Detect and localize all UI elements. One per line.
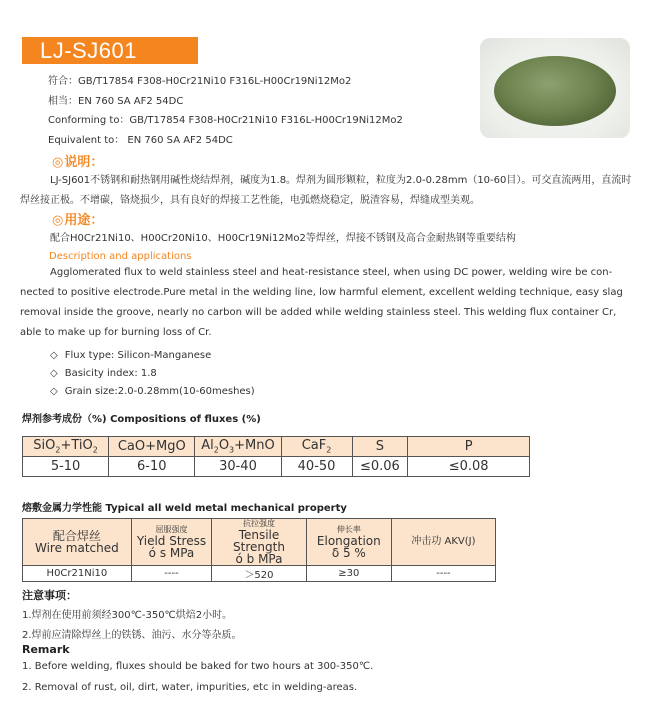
composition-title: 焊剂参考成份（%) Compositions of fluxes (%) [22,414,261,425]
value-p: ≤0.08 [408,457,530,477]
notes-en-heading: Remark [22,643,70,656]
col-caf2: CaF$_2$ [281,437,352,457]
notes-cn-heading: 注意事项： [22,589,77,602]
note-en-1: 1. Before welding, fluxes should be baked for two hours at 300-350℃. [22,661,374,672]
flux-powder-photo [480,38,630,138]
mechanical-table [22,518,496,582]
standard-line-cn-conform: 符合：GB/T17854 F308-H0Cr21Ni10 F316L-H00Cr19Ni12Mo2 [48,76,352,87]
cell-impact: ---- [391,566,495,582]
bullet-flux-type: ◇ Flux type: Silicon-Manganese [50,350,212,361]
bullet-basicity: ◇ Basicity index: 1.8 [50,368,157,379]
value-al2o3-mno: 30-40 [195,457,281,477]
value-s: ≤0.06 [352,457,408,477]
col-al2o3-mno: $Al_2O_3+MnO$ [195,437,281,457]
value-cao-mgo: 6-10 [109,457,195,477]
col-s: S [352,437,408,457]
note-cn-1: 1.焊剂在使用前须经300℃-350℃烘焙2小时。 [22,610,233,621]
diamond-bullet-icon: ◇ [50,368,58,379]
standard-line-en-equivalent: Equivalent to： EN 760 SA AF2 54DC [48,135,233,146]
description-en-heading: Description and applications [49,251,192,262]
col-cao-mgo: CaO+MgO [109,437,195,457]
value-sio2-tio2: 5-10 [23,457,109,477]
cell-yield: ---- [131,566,211,582]
col-impact-energy: 冲击功 AKV(J) [391,519,495,566]
col-yield-stress: 屈服强度 Yield Stress ó s MPa [131,519,211,566]
application-cn-text: 配合H0Cr21Ni10、H00Cr20Ni10、H00Cr19Ni12Mo2等焊丝，焊接不锈钢及高合金耐热钢等重要结构 [50,233,516,244]
description-cn-text: LJ-SJ601不锈钢和耐热钢用碱性烧结焊剂，碱度为1.8。焊剂为圆形颗粒，粒度为2.0-0.28mm（10-60目）。可交直流两用，直流时焊丝接正极。不增碳，铬烧损少，具有良好的焊接工艺性能，电弧燃烧稳定，脱渣容易，焊缝成型美观。 [20,175,632,206]
cell-wire: H0Cr21Ni10 [23,566,132,582]
standard-line-cn-equivalent: 相当：EN 760 SA AF2 54DC [48,96,184,107]
col-elongation: 伸长率 Elongation δ 5 % [306,519,391,566]
cell-elongation: ≥30 [306,566,391,582]
note-en-2: 2. Removal of rust, oil, dirt, water, impurities, etc in welding-areas. [22,682,358,693]
standard-line-en-conform: Conforming to：GB/T17854 F308-H0Cr21Ni10 F316L-H00Cr19Ni12Mo2 [48,115,403,126]
description-cn-heading: ◎说明： [52,155,104,170]
description-en-text: Agglomerated flux to weld stainless steel and heat-resistance steel, when using DC power, welding wire be con-nected to positive electrode.Pure metal in the welding line, low harmful element, excellent welding technique, easy slag removal inside the groove, nearly no carbon will be added while welding stainless steel. This welding flux container Cr, able to make up for burning loss of Cr. [20,267,623,338]
cell-tensile: ＞520 [212,566,307,582]
value-caf2: 40-50 [281,457,352,477]
application-cn-heading: ◎用途： [52,213,104,228]
composition-table [22,436,530,477]
mechanical-title: 熔敷金属力学性能 Typical all weld metal mechanical property [22,503,347,514]
col-sio2-tio2: SiO$_2$+TiO$_2$ [23,437,109,457]
bullet-grain-size: ◇ Grain size:2.0-0.28mm(10-60meshes) [50,386,255,397]
diamond-bullet-icon: ◇ [50,350,58,361]
diamond-bullet-icon: ◇ [50,386,58,397]
product-title: LJ-SJ601 [22,37,198,64]
note-cn-2: 2.焊前应清除焊丝上的铁锈、油污、水分等杂质。 [22,630,242,641]
col-p: P [408,437,530,457]
col-tensile-strength: 抗拉强度 Tensile Strength ó b MPa [212,519,307,566]
col-wire-matched: 配合焊丝 Wire matched [23,519,132,566]
